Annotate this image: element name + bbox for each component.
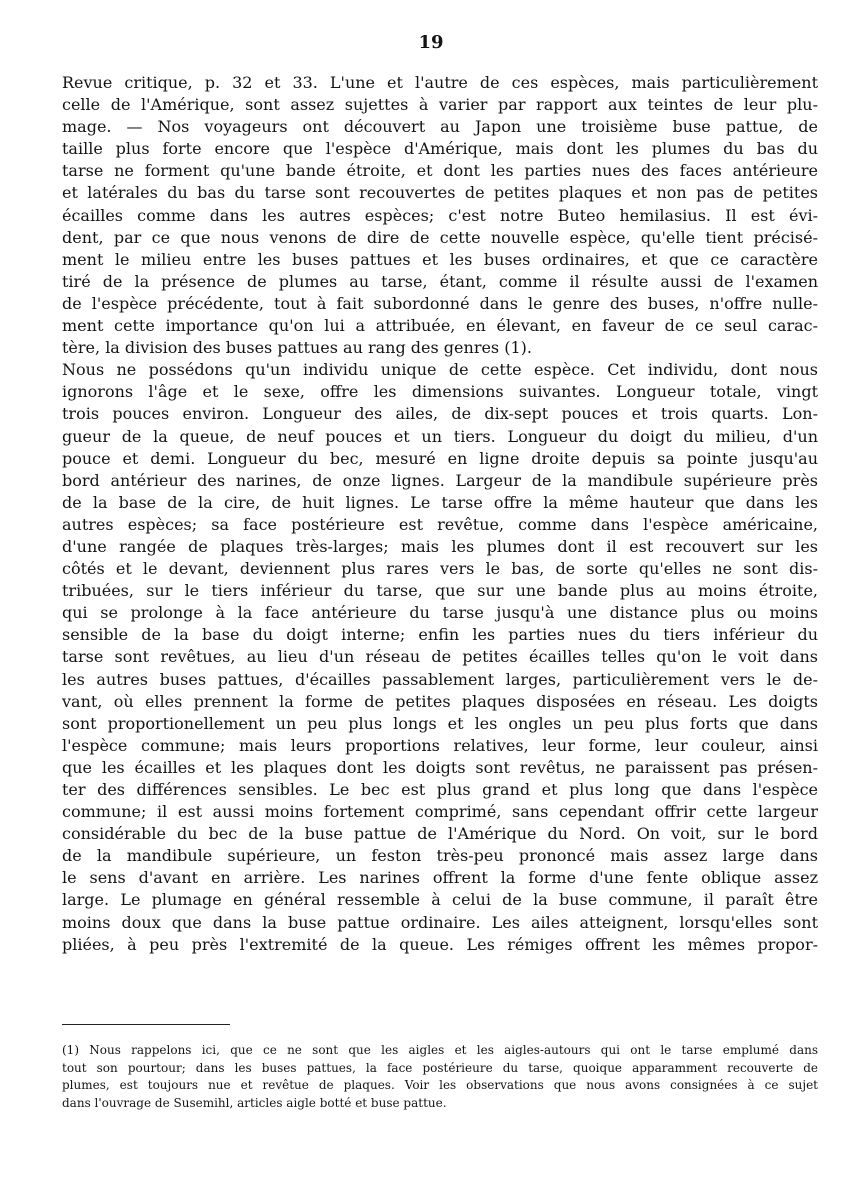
- text-line: l'espèce commune; mais leurs proportions relatives, leur forme, leur couleur, ainsi: [62, 735, 818, 755]
- text-line: sont proportionellement un peu plus longs et les ongles un peu plus forts que dans: [62, 713, 818, 733]
- text-line: bord antérieur des narines, de onze lignes. Largeur de la mandibule supérieure près: [62, 470, 818, 490]
- text-line: de la mandibule supérieure, un feston très-peu prononcé mais assez large dans: [62, 846, 818, 866]
- text-line: gueur de la queue, de neuf pouces et un tiers. Longueur du doigt du milieu, d'un: [62, 426, 818, 446]
- text-line: tère, la division des buses pattues au rang des genres (1).: [62, 338, 532, 358]
- text-line: considérable du bec de la buse pattue de l'Amérique du Nord. On voit, sur le bord: [62, 824, 818, 844]
- text-line: dent, par ce que nous venons de dire de cette nouvelle espèce, qu'elle tient précisé-: [62, 227, 818, 247]
- text-line: le sens d'avant en arrière. Les narines offrent la forme d'une fente oblique assez: [62, 868, 818, 888]
- text-line: commune; il est aussi moins fortement comprimé, sans cependant offrir cette largeur: [62, 802, 818, 822]
- text-line: les autres buses pattues, d'écailles passablement larges, particulièrement vers le de-: [62, 669, 818, 689]
- text-line: d'une rangée de plaques très-larges; mais les plumes dont il est recouvert sur les: [62, 536, 818, 556]
- text-line: celle de l'Amérique, sont assez sujettes à varier par rapport aux teintes de leur plu-: [62, 95, 818, 115]
- footnote-line: tout son pourtour; dans les buses pattues, la face postérieure du tarse, quoique apparamment recouverte de: [62, 1060, 818, 1075]
- footnote-divider: [62, 1024, 230, 1025]
- text-line: ter des différences sensibles. Le bec est plus grand et plus long que dans l'espèce: [62, 780, 818, 799]
- footnote-line: (1) Nous rappelons ici, que ce ne sont que les aigles et les aigles-autours qui ont le tarse emplumé dans: [62, 1043, 818, 1057]
- text-line: côtés et le devant, deviennent plus rares vers le bas, de sorte qu'elles ne sont dis-: [62, 559, 818, 579]
- text-line: Revue critique, p. 32 et 33. L'une et l'autre de ces espèces, mais particulièrement: [62, 73, 818, 92]
- text-line: trois pouces environ. Longueur des ailes, de dix-sept pouces et trois quarts. Lon-: [62, 404, 818, 424]
- page-number: 19: [418, 32, 444, 53]
- text-line: ignorons l'âge et le sexe, offre les dimensions suivantes. Longueur totale, vingt: [62, 382, 818, 402]
- text-line: et latérales du bas du tarse sont recouvertes de petites plaques et non pas de petites: [62, 183, 818, 203]
- text-line: ment le milieu entre les buses pattues et les buses ordinaires, et que ce caractère: [62, 249, 818, 269]
- text-line: mage. — Nos voyageurs ont découvert au Japon une troisième buse pattue, de: [62, 117, 818, 137]
- text-line: vant, où elles prennent la forme de petites plaques disposées en réseau. Les doigts: [62, 691, 818, 711]
- text-line: large. Le plumage en général ressemble à celui de la buse commune, il paraît être: [62, 890, 818, 910]
- text-line: pouce et demi. Longueur du bec, mesuré en ligne droite depuis sa pointe jusqu'au: [62, 448, 818, 468]
- text-line: Nous ne possédons qu'un individu unique de cette espèce. Cet individu, dont nous: [62, 360, 818, 380]
- text-line: tarse ne forment qu'une bande étroite, et dont les parties nues des faces antérieure: [62, 161, 818, 181]
- footnote-line: dans l'ouvrage de Susemihl, articles aigle botté et buse pattue.: [62, 1095, 447, 1110]
- text-line: tarse sont revêtues, au lieu d'un réseau de petites écailles telles qu'on le voit dans: [62, 647, 818, 667]
- text-line: tiré de la présence de plumes au tarse, étant, comme il résulte aussi de l'examen: [62, 271, 818, 291]
- text-line: sensible de la base du doigt interne; enfin les parties nues du tiers inférieur du: [62, 625, 818, 645]
- text-line: tribuées, sur le tiers inférieur du tarse, que sur une bande plus au moins étroite,: [62, 581, 818, 601]
- footnote-line: plumes, est toujours nue et revêtue de plaques. Voir les observations que nous avons consignées à ce sujet: [62, 1078, 818, 1093]
- text-line: taille plus forte encore que l'espèce d'Amérique, mais dont les plumes du bas du: [62, 139, 818, 159]
- text-line: qui se prolonge à la face antérieure du tarse jusqu'à une distance plus ou moins: [62, 603, 818, 623]
- text-line: de la base de la cire, de huit lignes. Le tarse offre la même hauteur que dans les: [62, 492, 818, 512]
- footnote: [62, 1042, 818, 1112]
- body-text: [62, 72, 818, 956]
- text-line: de l'espèce précédente, tout à fait subordonné dans le genre des buses, n'offre nulle-: [62, 293, 818, 313]
- text-line: moins doux que dans la buse pattue ordinaire. Les ailes atteignent, lorsqu'elles sont: [62, 912, 818, 932]
- text-line: que les écailles et les plaques dont les doigts sont revêtus, ne paraissent pas présen-: [62, 757, 818, 777]
- text-line: écailles comme dans les autres espèces; c'est notre Buteo hemilasius. Il est évi-: [62, 205, 818, 225]
- text-line: pliées, à peu près l'extremité de la queue. Les rémiges offrent les mêmes propor-: [62, 934, 818, 954]
- text-line: autres espèces; sa face postérieure est revêtue, comme dans l'espèce américaine,: [62, 514, 818, 534]
- text-line: ment cette importance qu'on lui a attribuée, en élevant, en faveur de ce seul carac-: [62, 316, 818, 336]
